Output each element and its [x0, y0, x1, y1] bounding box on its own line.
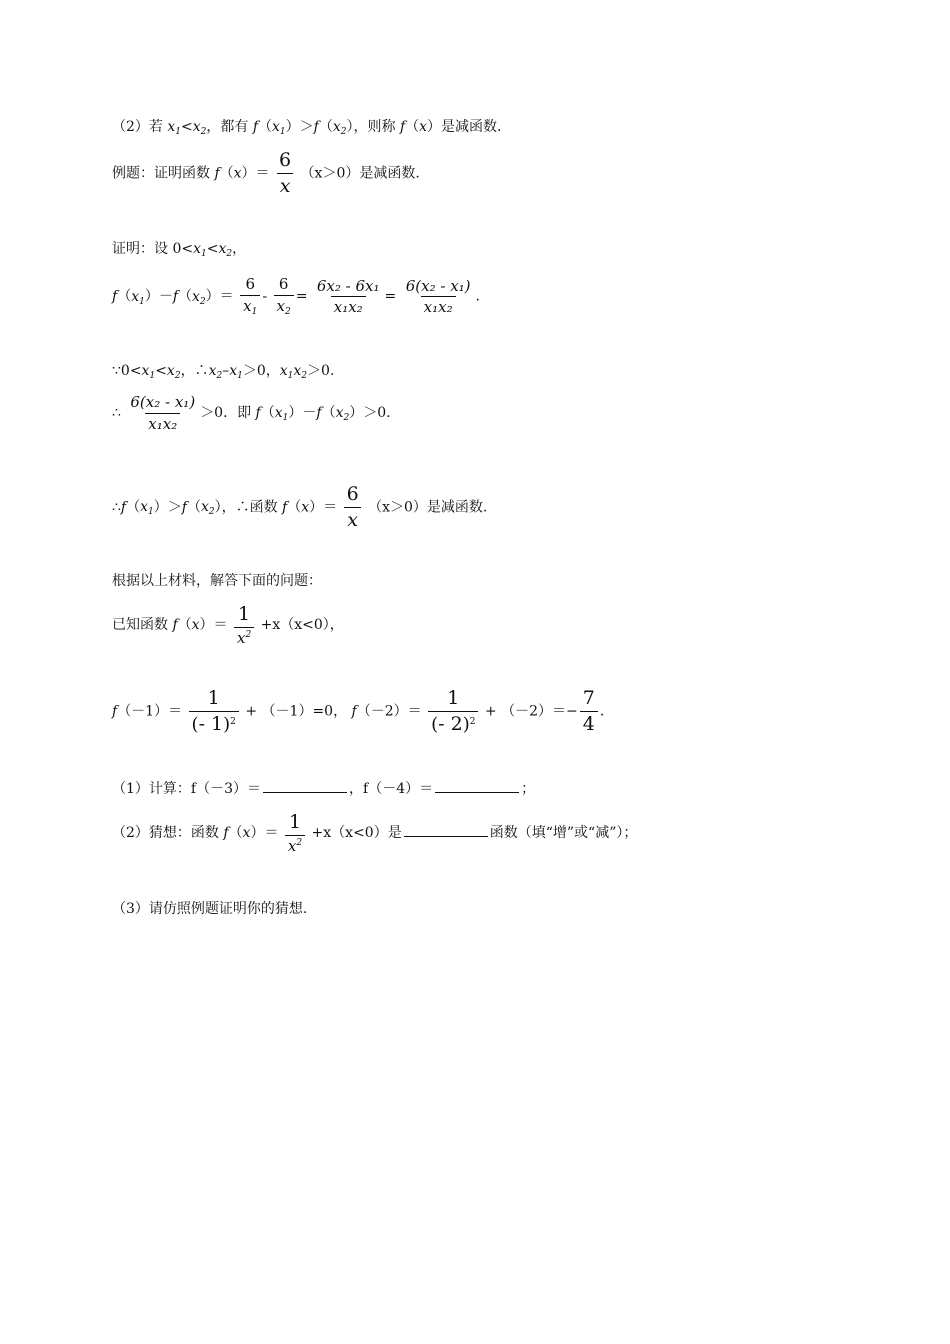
q2-prefix: （2）猜想：函数: [112, 825, 224, 842]
frac2-num: 6: [278, 275, 289, 293]
q1-prefix: （1）计算：: [112, 781, 191, 797]
def-text-4: ）＞: [285, 119, 314, 135]
because-tail: ＞0.: [307, 363, 335, 379]
fraction-factored: [403, 278, 474, 316]
fraction-combined: [314, 278, 383, 316]
frac2-den: $x_2$: [274, 295, 294, 318]
because-end: ＞0，: [242, 363, 280, 379]
example-prefix: 例题：证明函数: [112, 165, 215, 182]
therefore-end: ＞0.: [363, 405, 391, 421]
therefore-symbol: ∴: [112, 405, 121, 421]
because-mid: ，∴: [180, 363, 209, 379]
task-intro: 根据以上材料，解答下面的问题：: [112, 573, 322, 589]
fraction-6-over-x2: [274, 276, 294, 317]
example-fraction-num: 6: [279, 149, 292, 171]
therefore-gt: ＞0．即: [200, 405, 256, 421]
eval-frac1-den: (- 1)$^2$: [189, 711, 239, 735]
q2-answer-blank[interactable]: [404, 824, 488, 837]
eval-result-fraction: [580, 688, 598, 735]
q2-mid: +x（x<0）是: [307, 825, 402, 842]
q2-fraction: [285, 812, 305, 854]
eval-result-num: 7: [582, 687, 595, 709]
def-text-3: （: [258, 119, 273, 135]
conclusion-fraction: [344, 484, 362, 531]
given-x: x: [191, 617, 200, 634]
definition-line: （2）若 $x_1<x_2$，都有 $f(x_1)>f(x_2)$，则称 f（x）是减函数.: [112, 119, 502, 137]
bec-x1x2: $x_1x_2$: [279, 363, 308, 381]
because-text: ∵0<: [112, 363, 142, 379]
question-1: [112, 780, 535, 796]
given-f: f: [172, 617, 178, 634]
conclusion-end: （x＞0）是减函数.: [368, 499, 488, 516]
con-x2: $x_2$: [200, 499, 215, 518]
def-text-5: （: [318, 119, 333, 135]
th-f2: f: [316, 405, 322, 421]
frac1-den: $x_1$: [240, 295, 260, 318]
therefore-fraction: [127, 394, 198, 432]
given-fraction: [234, 604, 254, 646]
bec-x2b: $x_2$: [208, 363, 223, 381]
example-fraction: [276, 150, 294, 197]
var-f3: f: [399, 119, 406, 135]
proof-line-1: 证明：设 $0<x_1<x_2$，: [112, 241, 247, 259]
con-x1: $x_1$: [140, 499, 154, 518]
diff-x2: $x_2$: [192, 288, 206, 307]
q2-frac-den: $x^2$: [285, 835, 305, 855]
bec-x1b: $x_1$: [229, 363, 243, 381]
conclusion-frac-num: 6: [346, 483, 359, 505]
proof-text-1: 证明：设 0<: [112, 241, 194, 257]
eval-fraction-2: [428, 688, 478, 735]
example-f: f: [214, 165, 220, 182]
def-text-2: ，都有: [206, 119, 253, 135]
question-3: （3）请仿照例题证明你的猜想.: [112, 901, 308, 917]
q2-x: x: [242, 825, 251, 842]
q2-end: 函数（填“增”或“减”）；: [489, 825, 638, 842]
example-fraction-den: x: [277, 173, 294, 197]
bec-x2: $x_2$: [166, 363, 181, 381]
eval-frac1-num: 1: [207, 687, 220, 709]
def-text-7: （: [405, 119, 420, 135]
fraction-6-over-x1: [240, 276, 260, 317]
eval-frac2-den: (- 2)$^2$: [428, 711, 478, 735]
frac1-num: 6: [245, 275, 255, 293]
th-x1: $x_1$: [274, 405, 289, 423]
th-x2: $x_2$: [335, 405, 350, 423]
evaluation-line: f（－1）＝ $\frac{1}{(- 1)^2}$ + （－1）=0， f（－2）＝ $\frac{1}{(- 2)^2}$ + （－2）＝− $\frac{7}{4}$ .: [112, 687, 605, 735]
therefore-frac-den: x₁x₂: [145, 413, 180, 433]
var-x2b: $x_2$: [332, 119, 347, 137]
frac3-den: x₁x₂: [331, 296, 366, 316]
example-paren-open: （: [219, 165, 234, 182]
frac4-num: 6(x₂ - x₁): [405, 276, 471, 295]
proof-text-1-end: ，: [232, 241, 247, 257]
con-f: f: [282, 499, 288, 516]
example-paren-close: ）＝: [241, 165, 270, 182]
q1-a: f（－3）＝: [190, 781, 262, 797]
con-f1: f: [120, 499, 127, 516]
var-f2: f: [313, 119, 319, 135]
question-2: （2）猜想：函数 f（x）＝ $\frac{1}{x^2}$ +x（x<0）是 函数（填“增”或“减”）；: [112, 811, 638, 855]
conclusion-mid: ，∴函数: [221, 499, 283, 516]
con-x: x: [301, 499, 310, 516]
given-prefix: 已知函数: [112, 617, 173, 634]
given-tail: +x（x<0），: [256, 617, 344, 634]
def-text-1: （2）若: [112, 119, 168, 135]
frac4-den: x₁x₂: [421, 296, 456, 316]
q1-end: ；: [521, 781, 536, 797]
var-x1b: $x_1$: [272, 119, 286, 137]
var-f: f: [252, 119, 259, 135]
example-line: [112, 150, 420, 197]
given-function-line: 已知函数 f（x）＝ $\frac{1}{x^2}$ +x（x<0），: [112, 603, 344, 647]
diff-f1: f: [112, 288, 118, 305]
given-frac-num: 1: [238, 603, 251, 625]
eval-result-1: =0，: [312, 703, 348, 720]
conclusion-line: $\therefore f(x_1)>f(x_2)$，∴函数 f（x）＝ $\frac{6}{x}$ （x＞0）是减函数.: [112, 483, 488, 531]
var-x1: $x_1$: [167, 119, 181, 137]
eval-f2: f: [351, 703, 357, 720]
q2-frac-num: 1: [288, 811, 302, 833]
eval-frac2-num: 1: [447, 687, 460, 709]
def-text-6: ），则称: [346, 119, 400, 135]
example-condition: （x＞0）是减函数.: [300, 165, 420, 182]
q1-b: ，f（－4）＝: [349, 781, 434, 797]
diff-f2: f: [172, 288, 179, 305]
example-x: x: [233, 165, 242, 182]
proof-difference-line: $f(x_1)-f(x_2)=$ $\frac{6}{x_1}$ - $\frac{6}{x_2}$ = $\frac{\text{6x₂ - 6x₁}}{\text{x₁x₂}}$ = $\frac{\text{6(x₂ - x₁)}}{\text{x₁x₂}}$ .: [112, 275, 480, 317]
var-x2: $x_2$: [192, 119, 207, 137]
eval-fraction-1: [189, 688, 239, 735]
frac3-num: 6x₂ - 6x₁: [316, 276, 380, 295]
diff-x1: $x_1$: [131, 288, 145, 307]
th-f1: f: [255, 405, 261, 421]
therefore-frac-num: 6(x₂ - x₁): [130, 393, 196, 411]
q1-answer-blank-2[interactable]: [435, 780, 519, 793]
con-f2: f: [181, 499, 187, 516]
eval-result-2-prefix: ＝−: [552, 703, 578, 720]
given-frac-den: $x^2$: [234, 627, 254, 647]
q2-f: f: [223, 825, 229, 842]
var-x: x: [419, 119, 428, 135]
because-line: $\because 0<x_1<x_2$，$\therefore x_2-x_1>0$，$x_1x_2>0$.: [112, 363, 335, 381]
q1-answer-blank-1[interactable]: [263, 780, 347, 793]
def-text-8: ）是减函数.: [427, 119, 502, 135]
bec-x1: $x_1$: [141, 363, 156, 381]
proof-x2: $x_2$: [218, 241, 233, 259]
eval-result-den: 4: [580, 711, 598, 735]
eval-f1: f: [112, 703, 118, 720]
proof-x1: $x_1$: [193, 241, 207, 259]
conclusion-frac-den: x: [344, 507, 361, 531]
therefore-line: ∴ $\frac{\text{6(x₂ - x₁)}}{\text{x₁x₂}}$ ＞0．即 $f(x_1)-f(x_2)>0$.: [112, 393, 391, 433]
